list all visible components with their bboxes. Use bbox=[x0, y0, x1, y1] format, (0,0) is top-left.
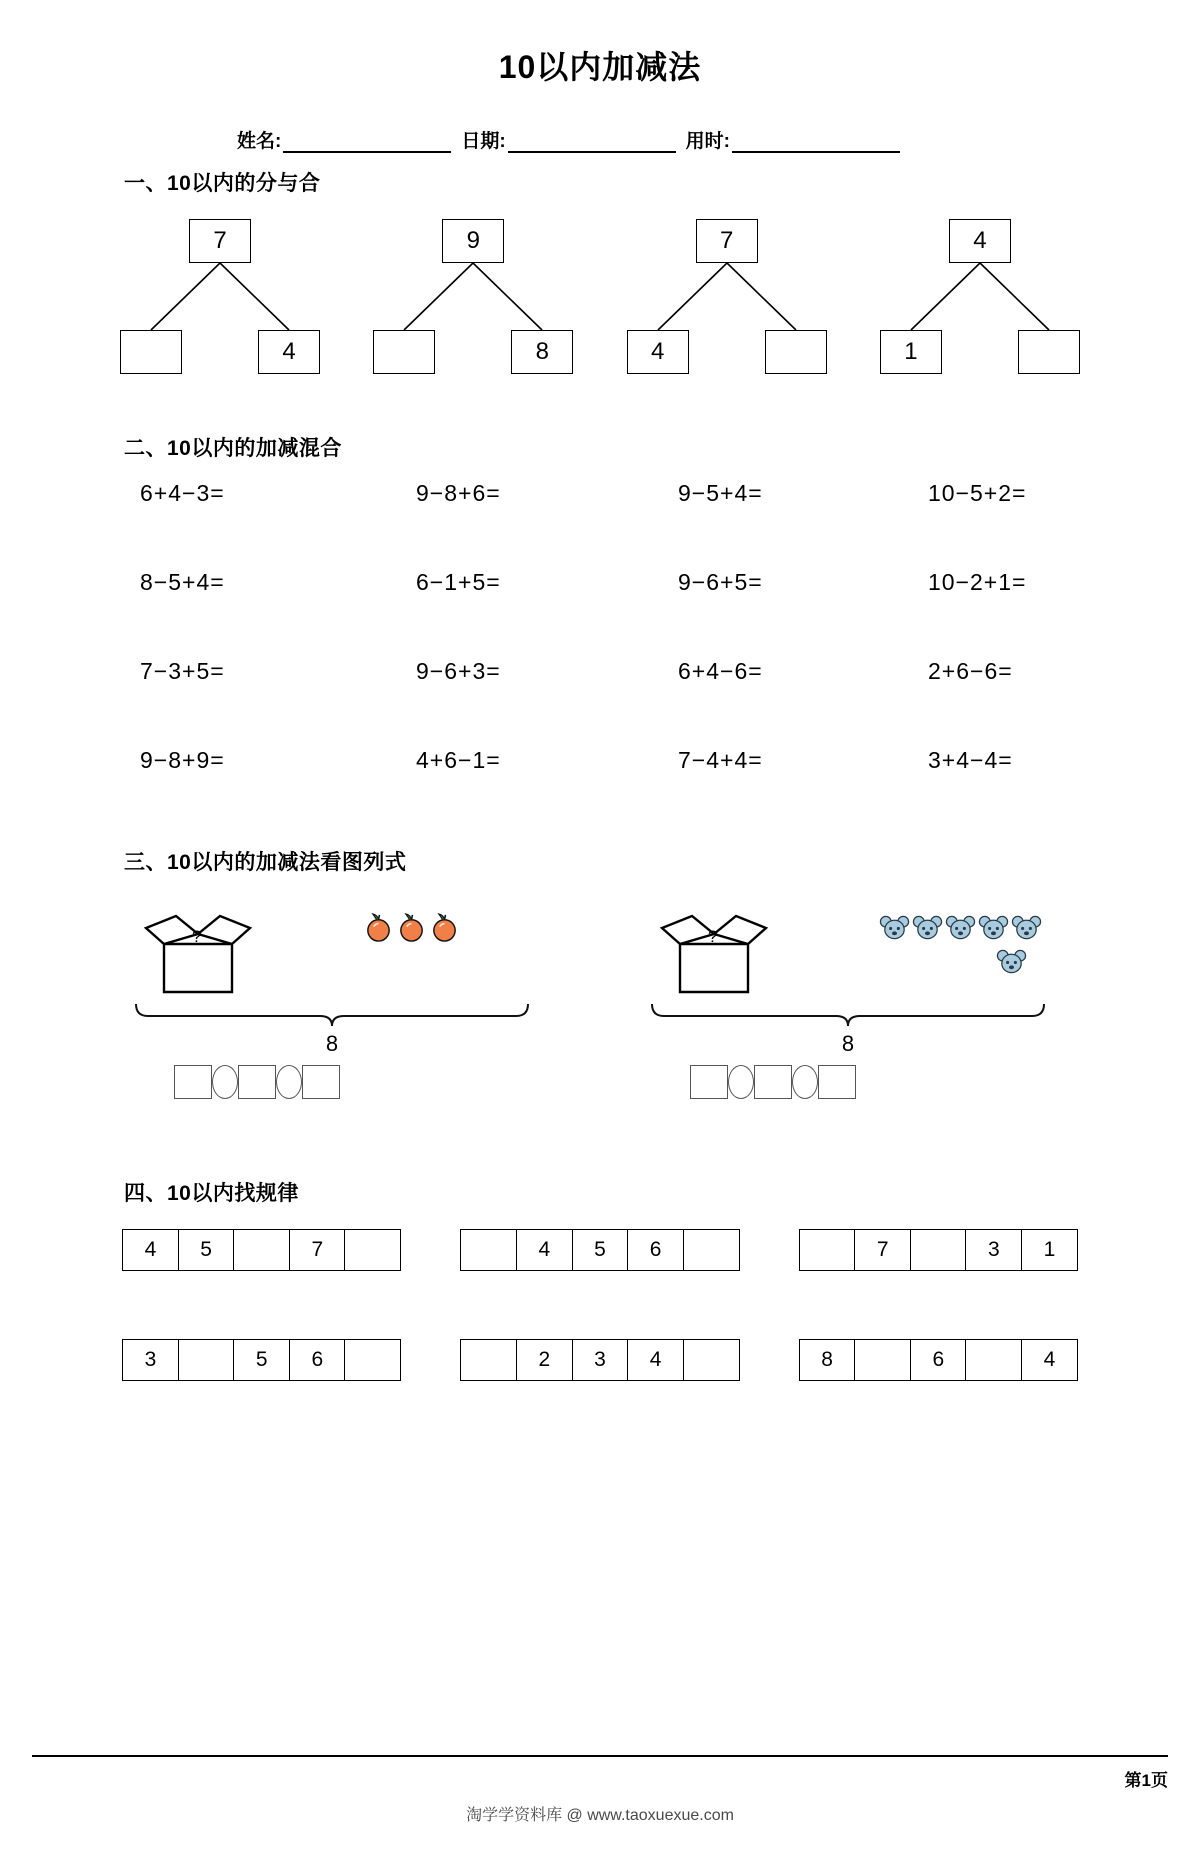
answer-box-slot[interactable] bbox=[238, 1065, 276, 1099]
section-4-heading: 四、10以内找规律 bbox=[124, 1182, 299, 1206]
pattern-row bbox=[122, 1229, 1078, 1271]
pattern-strip bbox=[460, 1229, 739, 1271]
date-field[interactable] bbox=[461, 126, 675, 153]
number-bond-tree bbox=[120, 219, 320, 374]
tree-right-answer-box[interactable] bbox=[765, 330, 827, 374]
pattern-cell[interactable] bbox=[344, 1229, 401, 1271]
arithmetic-problem[interactable]: 6+4−3= bbox=[140, 480, 225, 507]
arithmetic-problem[interactable]: 9−5+4= bbox=[678, 480, 763, 507]
pattern-cell[interactable]: 4 bbox=[1021, 1339, 1078, 1381]
pattern-cell[interactable] bbox=[965, 1339, 1022, 1381]
total-brace bbox=[132, 1000, 552, 1033]
pattern-cell[interactable]: 6 bbox=[910, 1339, 967, 1381]
pattern-cell[interactable]: 7 bbox=[289, 1229, 346, 1271]
time-field[interactable] bbox=[686, 126, 900, 153]
pattern-cell[interactable]: 7 bbox=[854, 1229, 911, 1271]
picture-problem bbox=[648, 906, 1068, 1099]
section-3-heading: 三、10以内的加减法看图列式 bbox=[124, 851, 407, 875]
pattern-cell[interactable]: 6 bbox=[289, 1339, 346, 1381]
answer-box-slot[interactable] bbox=[690, 1065, 728, 1099]
answer-box-slot[interactable] bbox=[302, 1065, 340, 1099]
tree-right-answer-box[interactable]: 4 bbox=[258, 330, 320, 374]
pattern-cell[interactable]: 8 bbox=[799, 1339, 856, 1381]
koala-face-icon bbox=[912, 912, 943, 943]
page-title: 10以内加减法 bbox=[498, 49, 702, 85]
pattern-cell[interactable]: 3 bbox=[965, 1229, 1022, 1271]
arithmetic-problem[interactable]: 3+4−4= bbox=[928, 747, 1013, 774]
orange-fruit-icon bbox=[363, 912, 394, 943]
pattern-cell[interactable] bbox=[460, 1229, 517, 1271]
orange-fruit-icon bbox=[429, 912, 460, 943]
pattern-cell[interactable] bbox=[854, 1339, 911, 1381]
tree-top-value: 4 bbox=[949, 219, 1011, 263]
pattern-strip bbox=[460, 1339, 739, 1381]
pattern-cell[interactable]: 4 bbox=[627, 1339, 684, 1381]
koala-face-icon bbox=[996, 946, 1027, 977]
answer-box-slot[interactable] bbox=[818, 1065, 856, 1099]
answer-slot-row bbox=[648, 1065, 1068, 1099]
number-bond-tree bbox=[373, 219, 573, 374]
answer-slot-row bbox=[132, 1065, 552, 1099]
arithmetic-problem[interactable]: 7−4+4= bbox=[678, 747, 763, 774]
arithmetic-problem[interactable]: 4+6−1= bbox=[416, 747, 501, 774]
tree-right-answer-box[interactable] bbox=[1018, 330, 1080, 374]
answer-box-slot[interactable] bbox=[174, 1065, 212, 1099]
section-2-heading: 二、10以内的加减混合 bbox=[124, 437, 342, 461]
orange-fruit-icon bbox=[396, 912, 427, 943]
tree-left-answer-box[interactable]: 1 bbox=[880, 330, 942, 374]
picture-problem-row bbox=[132, 906, 1068, 1099]
date-blank-line[interactable] bbox=[508, 131, 676, 153]
pattern-cell[interactable] bbox=[910, 1229, 967, 1271]
pattern-cell[interactable]: 3 bbox=[572, 1339, 629, 1381]
answer-operator-slot[interactable] bbox=[728, 1065, 754, 1099]
arithmetic-problem[interactable]: 8−5+4= bbox=[140, 569, 225, 596]
watermark-text: 淘学学资料库 @ www.taoxuexue.com bbox=[466, 1807, 734, 1824]
total-value: 8 bbox=[325, 1031, 339, 1057]
pattern-strip bbox=[799, 1339, 1078, 1381]
pattern-cell[interactable]: 1 bbox=[1021, 1229, 1078, 1271]
section-1-heading: 一、10以内的分与合 bbox=[124, 172, 321, 196]
arithmetic-problem[interactable]: 9−6+5= bbox=[678, 569, 763, 596]
pattern-cell[interactable] bbox=[344, 1339, 401, 1381]
number-bond-tree bbox=[880, 219, 1080, 374]
name-label: 姓名: bbox=[237, 131, 282, 153]
picture-problem-illustration bbox=[132, 906, 552, 998]
time-blank-line[interactable] bbox=[732, 131, 900, 153]
pattern-cell[interactable]: 6 bbox=[627, 1229, 684, 1271]
total-brace bbox=[648, 1000, 1068, 1033]
number-bond-tree bbox=[627, 219, 827, 374]
pattern-cell[interactable]: 4 bbox=[516, 1229, 573, 1271]
svg-text:?: ? bbox=[192, 927, 202, 947]
pattern-strip bbox=[122, 1229, 401, 1271]
arithmetic-problem[interactable]: 6−1+5= bbox=[416, 569, 501, 596]
page-number: 第1页 bbox=[1124, 1771, 1168, 1790]
open-box-with-question-icon bbox=[658, 906, 770, 998]
pattern-cell[interactable] bbox=[460, 1339, 517, 1381]
total-value: 8 bbox=[841, 1031, 855, 1057]
tree-left-answer-box[interactable] bbox=[373, 330, 435, 374]
koala-face-icon bbox=[1011, 912, 1042, 943]
pattern-cell[interactable] bbox=[233, 1229, 290, 1271]
pattern-cell[interactable] bbox=[683, 1339, 740, 1381]
arithmetic-problem[interactable]: 9−8+6= bbox=[416, 480, 501, 507]
arithmetic-problem[interactable]: 10−2+1= bbox=[928, 569, 1027, 596]
answer-operator-slot[interactable] bbox=[212, 1065, 238, 1099]
item-collection bbox=[770, 906, 1068, 980]
pattern-row bbox=[122, 1339, 1078, 1381]
name-blank-line[interactable] bbox=[283, 131, 451, 153]
answer-box-slot[interactable] bbox=[754, 1065, 792, 1099]
arithmetic-problem[interactable]: 2+6−6= bbox=[928, 658, 1013, 685]
svg-text:?: ? bbox=[708, 927, 718, 947]
pattern-cell[interactable] bbox=[683, 1229, 740, 1271]
pattern-strip bbox=[122, 1339, 401, 1381]
tree-top-value: 9 bbox=[442, 219, 504, 263]
pattern-cell[interactable]: 5 bbox=[178, 1229, 235, 1271]
arithmetic-problem[interactable]: 6+4−6= bbox=[678, 658, 763, 685]
picture-problem bbox=[132, 906, 552, 1099]
name-field[interactable] bbox=[237, 126, 451, 153]
arithmetic-problem-grid bbox=[92, 480, 1108, 774]
pattern-cell[interactable]: 3 bbox=[122, 1339, 179, 1381]
date-label: 日期: bbox=[461, 131, 506, 153]
pattern-cell[interactable] bbox=[799, 1229, 856, 1271]
pattern-cell[interactable]: 5 bbox=[233, 1339, 290, 1381]
item-collection bbox=[254, 906, 552, 946]
pattern-strip bbox=[799, 1229, 1078, 1271]
tree-right-answer-box[interactable]: 8 bbox=[511, 330, 573, 374]
pattern-cell[interactable]: 4 bbox=[122, 1229, 179, 1271]
pattern-cell[interactable]: 2 bbox=[516, 1339, 573, 1381]
worksheet-page bbox=[92, 0, 1108, 1381]
pattern-cell[interactable] bbox=[178, 1339, 235, 1381]
picture-problem-illustration bbox=[648, 906, 1068, 998]
tree-left-answer-box[interactable]: 4 bbox=[627, 330, 689, 374]
arithmetic-problem[interactable]: 7−3+5= bbox=[140, 658, 225, 685]
tree-left-answer-box[interactable] bbox=[120, 330, 182, 374]
koala-face-icon bbox=[978, 912, 1009, 943]
answer-operator-slot[interactable] bbox=[792, 1065, 818, 1099]
open-box-with-question-icon bbox=[142, 906, 254, 998]
pattern-cell[interactable]: 5 bbox=[572, 1229, 629, 1271]
number-bond-tree-group bbox=[120, 219, 1080, 374]
answer-operator-slot[interactable] bbox=[276, 1065, 302, 1099]
koala-face-icon bbox=[879, 912, 910, 943]
arithmetic-problem[interactable]: 10−5+2= bbox=[928, 480, 1027, 507]
tree-top-value: 7 bbox=[696, 219, 758, 263]
arithmetic-problem[interactable]: 9−6+3= bbox=[416, 658, 501, 685]
koala-face-icon bbox=[945, 912, 976, 943]
arithmetic-problem[interactable]: 9−8+9= bbox=[140, 747, 225, 774]
time-label: 用时: bbox=[685, 131, 730, 153]
footer-divider bbox=[32, 1755, 1168, 1757]
student-info-row bbox=[92, 126, 1108, 153]
tree-top-value: 7 bbox=[189, 219, 251, 263]
